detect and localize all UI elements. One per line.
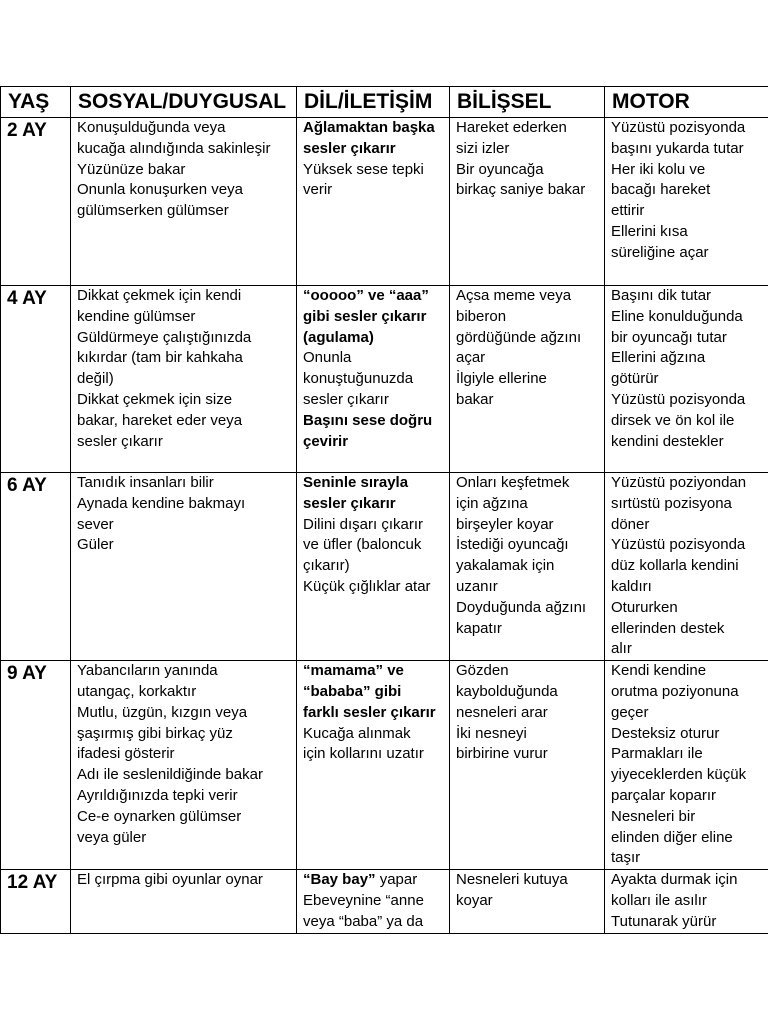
cell-line: Mutlu, üzgün, kızgın veya	[77, 703, 248, 721]
cell-line: ellerinden destek	[611, 619, 725, 637]
cell-line: “mamama” ve	[303, 662, 404, 680]
cell-line: şaşırmış gibi birkaç yüz	[77, 724, 233, 742]
cell-line: ve üfler (baloncuk	[303, 536, 422, 554]
cell-line: Gözden	[456, 662, 509, 680]
header-motor: MOTOR	[605, 87, 768, 118]
cell-line: götürür	[611, 370, 659, 388]
language-cell	[297, 661, 450, 870]
language-cell	[297, 286, 450, 473]
cell-line: Konuşulduğunda veya	[77, 119, 226, 136]
age-cell: 6 AY	[1, 473, 71, 661]
cell-line: (agulama)	[303, 328, 374, 346]
social-cell	[71, 661, 297, 870]
cell-line: Ebeveynine “anne	[303, 891, 424, 909]
cell-line: için kollarını uzatır	[303, 745, 424, 763]
header-row	[1, 87, 768, 118]
cell-line: sesler çıkarır	[303, 139, 396, 157]
cell-line: sever	[77, 515, 114, 533]
cell-line: bakar	[456, 390, 494, 408]
motor-cell	[605, 118, 768, 286]
language-cell	[297, 473, 450, 661]
cell-line: Yüzüstü pozisyonda	[611, 390, 746, 408]
cell-line: Yüzüstü pozisyonda	[611, 119, 746, 136]
cell-line: Tutunarak yürür	[611, 912, 717, 930]
cell-line: kapatır	[456, 619, 502, 637]
header-language: DİL/İLETİŞİM	[297, 87, 450, 118]
cell-line: utangaç, korkaktır	[77, 682, 197, 700]
age-cell: 9 AY	[1, 661, 71, 870]
cell-line: bir oyuncağı tutar	[611, 328, 727, 346]
cell-line: Hareket ederken	[456, 119, 567, 136]
table-row	[1, 118, 768, 286]
age-cell: 4 AY	[1, 286, 71, 473]
cell-line: Başını dik tutar	[611, 287, 712, 304]
cell-text: yapar	[375, 871, 418, 889]
social-cell	[71, 473, 297, 661]
cell-line: Güler	[77, 536, 114, 554]
cell-line: sesler çıkarır	[303, 390, 389, 408]
cell-line: düz kollarla kendini	[611, 557, 739, 575]
cell-line: Kendi kendine	[611, 662, 707, 680]
cognitive-cell	[450, 118, 605, 286]
cell-line: yiyeceklerden küçük	[611, 766, 747, 784]
cell-line: bakar, hareket eder veya	[77, 411, 243, 429]
cell-line: biberon	[456, 307, 507, 325]
cell-line: uzanır	[456, 577, 498, 595]
social-cell	[71, 118, 297, 286]
cognitive-cell	[450, 661, 605, 870]
cell-line: Seninle sırayla	[303, 474, 409, 491]
cell-line: süreliğine açar	[611, 243, 709, 261]
cell-line: “bababa” gibi	[303, 682, 402, 700]
cell-line: kaybolduğunda	[456, 682, 558, 700]
cell-line: koyar	[456, 891, 493, 909]
cell-line: dirsek ve ön kol ile	[611, 411, 735, 429]
cell-line: sesler çıkarır	[303, 494, 396, 512]
social-cell	[71, 286, 297, 473]
cell-line: Açsa meme veya	[456, 287, 572, 304]
cell-line: veya güler	[77, 828, 147, 846]
cell-line: konuştuğunuzda	[303, 370, 414, 388]
cell-line: Nesneleri bir	[611, 807, 696, 825]
cell-line: İki nesneyi	[456, 724, 527, 742]
cell-line: sesler çıkarır	[77, 432, 163, 450]
cell-line: gördüğünde ağzını	[456, 328, 582, 346]
cell-line: kıkırdar (tam bir kahkaha	[77, 349, 243, 367]
cell-line: İstediği oyuncağı	[456, 536, 569, 554]
cell-line: kendini destekler	[611, 432, 724, 450]
cell-line: Ayrıldığınızda tepki verir	[77, 786, 238, 804]
table-row	[1, 473, 768, 661]
cell-line: farklı sesler çıkarır	[303, 703, 436, 721]
motor-cell	[605, 661, 768, 870]
cell-line: bacağı hareket	[611, 181, 711, 199]
cell-line: Başını sese doğru	[303, 411, 433, 429]
cell-line: yakalamak için	[456, 557, 555, 575]
cell-line: Onunla	[303, 349, 352, 367]
cognitive-cell	[450, 870, 605, 933]
cell-bold-text: “Bay bay”	[303, 871, 376, 889]
cell-line: alır	[611, 640, 632, 658]
cell-line: Otururken	[611, 598, 678, 616]
cell-line: Bir oyuncağa	[456, 160, 544, 178]
cell-line: Onları keşfetmek	[456, 474, 570, 491]
cell-line: Onunla konuşurken veya	[77, 181, 243, 199]
age-cell: 12 AY	[1, 870, 71, 933]
cell-line: Desteksiz oturur	[611, 724, 720, 742]
cell-line: birbirine vurur	[456, 745, 548, 763]
cell-line: Yabancıların yanında	[77, 662, 218, 680]
cell-line: “ooooo” ve “aaa”	[303, 287, 429, 304]
cell-line: Ellerini ağzına	[611, 349, 706, 367]
cell-line: Dikkat çekmek için size	[77, 390, 233, 408]
cell-line: İlgiyle ellerine	[456, 370, 547, 388]
cell-line: sizi izler	[456, 139, 510, 157]
cell-line: ifadesi gösterir	[77, 745, 175, 763]
cell-line: Eline konulduğunda	[611, 307, 743, 325]
cognitive-cell	[450, 473, 605, 661]
cell-line: Yüzünüze bakar	[77, 160, 186, 178]
language-cell	[297, 118, 450, 286]
cell-line: Parmakları ile	[611, 745, 703, 763]
cell-line: Ayakta durmak için	[611, 871, 738, 889]
cell-line: Nesneleri kutuya	[456, 871, 568, 889]
cell-line: başını yukarda tutar	[611, 139, 744, 157]
cell-line: ettirir	[611, 202, 645, 220]
cell-line: Yüksek sese tepki	[303, 160, 424, 178]
cell-line: sırtüstü pozisyona	[611, 494, 732, 512]
cell-line: Ce-e oynarken gülümser	[77, 807, 242, 825]
cell-line: birkaç saniye bakar	[456, 181, 586, 199]
cell-line: verir	[303, 181, 333, 199]
cell-line: Aynada kendine bakmayı	[77, 494, 246, 512]
cell-line: açar	[456, 349, 486, 367]
cell-line: kendine gülümser	[77, 307, 196, 325]
cell-line: veya “baba” ya da	[303, 912, 424, 930]
cell-line: çevirir	[303, 432, 349, 450]
cell-line: Güldürmeye çalıştığınızda	[77, 328, 252, 346]
cell-line: Her iki kolu ve	[611, 160, 706, 178]
cell-line: Dilini dışarı çıkarır	[303, 515, 424, 533]
table-row	[1, 661, 768, 870]
cognitive-cell	[450, 286, 605, 473]
cell-line: orutma poziyonuna	[611, 682, 739, 700]
cell-line: Ağlamaktan başka	[303, 119, 435, 136]
motor-cell	[605, 286, 768, 473]
cell-line: Tanıdık insanları bilir	[77, 474, 214, 491]
header-social: SOSYAL/DUYGUSAL	[71, 87, 297, 118]
cell-line: birşeyler koyar	[456, 515, 554, 533]
cell-line: Yüzüstü pozisyonda	[611, 536, 746, 554]
cell-line	[303, 870, 443, 891]
language-cell	[297, 870, 450, 933]
cell-line: Küçük çığlıklar atar	[303, 577, 431, 595]
cell-line: Kucağa alınmak	[303, 724, 411, 742]
cell-line: Doyduğunda ağzını	[456, 598, 587, 616]
cell-line: Dikkat çekmek için kendi	[77, 287, 242, 304]
cell-line: kolları ile asılır	[611, 891, 707, 909]
cell-line: çıkarır)	[303, 557, 350, 575]
cell-line: değil)	[77, 370, 114, 388]
cell-line: Adı ile seslenildiğinde bakar	[77, 766, 263, 784]
development-table	[0, 86, 768, 934]
cell-line: nesneleri arar	[456, 703, 548, 721]
cell-line: için ağzına	[456, 494, 528, 512]
cell-line: taşır	[611, 849, 641, 867]
motor-cell	[605, 473, 768, 661]
header-cognitive: BİLİŞSEL	[450, 87, 605, 118]
cell-line: kucağa alındığında sakinleşir	[77, 139, 271, 157]
motor-cell	[605, 870, 768, 933]
cell-line: El çırpma gibi oyunlar oynar	[77, 871, 263, 889]
table-row	[1, 286, 768, 473]
cell-line: Yüzüstü poziyondan	[611, 474, 747, 491]
table-row	[1, 870, 768, 933]
cell-line: parçalar koparır	[611, 786, 717, 804]
cell-line: elinden diğer eline	[611, 828, 733, 846]
cell-line: gibi sesler çıkarır	[303, 307, 427, 325]
header-age: YAŞ	[1, 87, 71, 118]
cell-line: geçer	[611, 703, 649, 721]
cell-line: döner	[611, 515, 650, 533]
cell-line: kaldırı	[611, 577, 652, 595]
cell-line: gülümserken gülümser	[77, 202, 229, 220]
age-cell: 2 AY	[1, 118, 71, 286]
cell-line: Ellerini kısa	[611, 222, 688, 240]
social-cell	[71, 870, 297, 933]
